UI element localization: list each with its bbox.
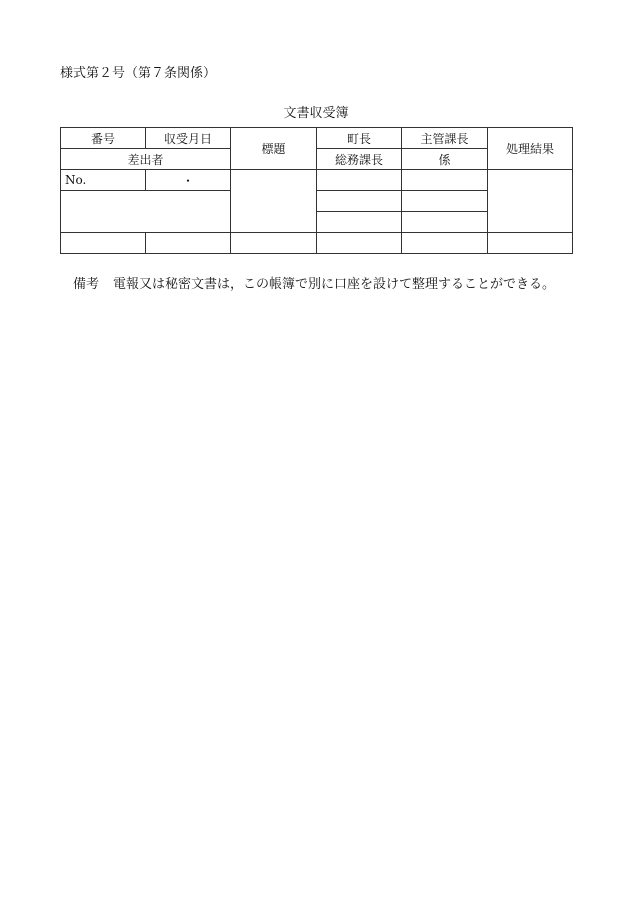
cell-general-affairs-head: [317, 191, 402, 212]
header-row-1: [61, 128, 573, 149]
remarks-label: 備考: [73, 277, 100, 292]
remarks: [73, 275, 555, 295]
header-number: 番号: [61, 128, 146, 149]
header-subject: 標題: [231, 128, 317, 170]
remarks-text: 電報又は秘密文書は，この帳簿で別に口座を設けて整理することができる。: [113, 277, 556, 292]
header-result: 処理結果: [488, 128, 573, 170]
header-mayor: 町長: [317, 128, 402, 149]
cell-subject: [231, 170, 317, 233]
cell-result: [488, 170, 573, 233]
entry-row-1: [61, 170, 573, 191]
document-title: 文書収受簿: [283, 106, 349, 121]
header-sender: 差出者: [61, 149, 231, 170]
cell-chief-section-head: [402, 170, 488, 191]
header-clerk: 係: [402, 149, 488, 170]
blank-cell: [146, 233, 231, 254]
cell-clerk: [402, 191, 488, 212]
header-general-affairs-head: 総務課長: [317, 149, 402, 170]
form-label: 様式第２号（第７条関係）: [60, 66, 217, 81]
blank-cell: [402, 233, 488, 254]
header-chief-section-head: 主管課長: [402, 128, 488, 149]
blank-cell: [488, 233, 573, 254]
ledger-table: [60, 127, 573, 254]
cell-sender: [61, 191, 231, 233]
cell-number: No.: [61, 170, 146, 191]
blank-cell: [61, 233, 146, 254]
blank-cell: [231, 233, 317, 254]
cell-mayor: [317, 170, 402, 191]
blank-row: [61, 233, 573, 254]
cell-general-affairs-head-lower: [317, 212, 402, 233]
cell-received-date: ・: [146, 170, 231, 191]
header-received-date: 収受月日: [146, 128, 231, 149]
cell-clerk-lower: [402, 212, 488, 233]
blank-cell: [317, 233, 402, 254]
